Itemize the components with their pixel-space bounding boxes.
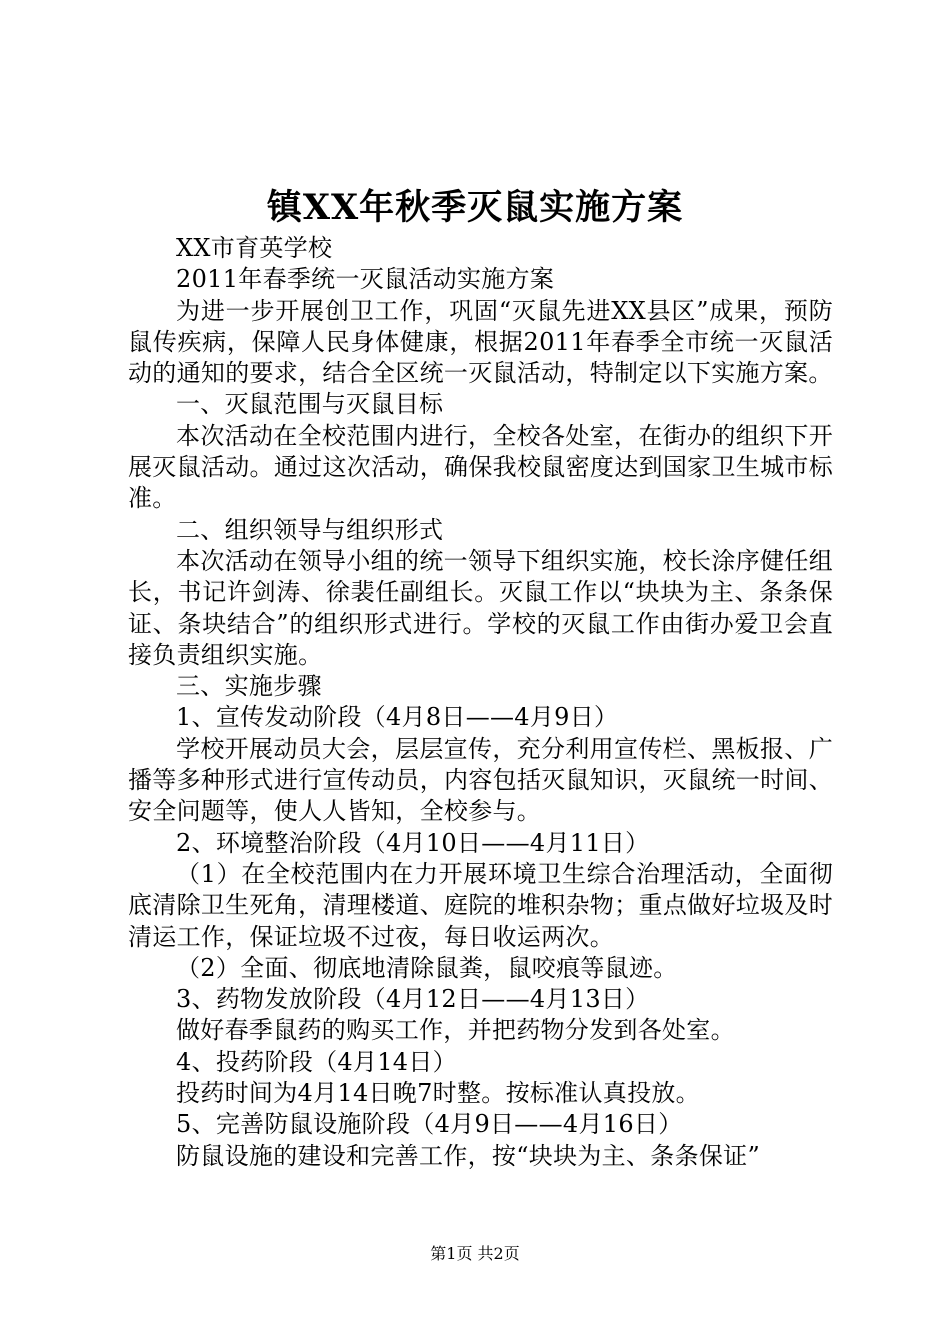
document-body [128,233,833,1172]
paragraph-publicity: 学校开展动员大会，层层宣传，充分利用宣传栏、黑板报、广播等多种形式进行宣传动员，内容包括灭鼠知识，灭鼠统一时间、安全问题等，使人人皆知，全校参与。 [128,734,833,826]
paragraph-facilities: 防鼠设施的建设和完善工作，按“块块为主、条条保证” [176,1141,761,1170]
step-heading-environment: 2、环境整治阶段（4月10日——4月11日） [176,828,650,857]
paragraph-distribution: 做好春季鼠药的购买工作，并把药物分发到各处室。 [176,1016,735,1045]
page-footer: 第1页 共2页 [430,1244,520,1263]
paragraph-school-name: XX市育英学校 [176,234,333,262]
step-heading-facilities: 5、完善防鼠设施阶段（4月9日——4月16日） [176,1110,683,1139]
paragraph-environment-1: （1）在全校范围内在力开展环境卫生综合治理活动，全面彻底清除卫生死角，清理楼道、庭院的堆积杂物；重点做好垃圾及时清运工作，保证垃圾不过夜，每日收运两次。 [128,859,833,951]
section-heading-organization: 二、组织领导与组织形式 [176,515,444,544]
paragraph-plan-title: 2011年春季统一灭鼠活动实施方案 [176,265,555,294]
step-heading-baiting: 4、投药阶段（4月14日） [176,1047,457,1076]
step-heading-distribution: 3、药物发放阶段（4月12日——4月13日） [176,985,650,1014]
section-heading-steps: 三、实施步骤 [176,672,322,701]
paragraph-environment-2: （2）全面、彻底地清除鼠粪，鼠咬痕等鼠迹。 [176,953,678,982]
paragraph-organization: 本次活动在领导小组的统一领导下组织实施，校长涂序健任组长，书记许剑涛、徐裴任副组长。灭鼠工作以“块块为主、条条保证、条块结合”的组织形式进行。学校的灭鼠工作由街办爱卫会直接负责组织实施。 [128,546,833,669]
step-heading-publicity: 1、宣传发动阶段（4月8日——4月9日） [176,703,619,732]
section-heading-scope: 一、灭鼠范围与灭鼠目标 [176,390,444,419]
paragraph-intro: 为进一步开展创卫工作，巩固“灭鼠先进XX县区”成果，预防鼠传疾病，保障人民身体健康，根据2011年春季全市统一灭鼠活动的通知的要求，结合全区统一灭鼠活动，特制定以下实施方案。 [128,296,833,388]
paragraph-baiting: 投药时间为4月14日晚7时整。按标准认真投放。 [176,1079,700,1108]
document-title: 镇XX年秋季灭鼠实施方案 [266,187,684,228]
paragraph-scope: 本次活动在全校范围内进行，全校各处室，在街办的组织下开展灭鼠活动。通过这次活动，确保我校鼠密度达到国家卫生城市标准。 [128,421,833,513]
